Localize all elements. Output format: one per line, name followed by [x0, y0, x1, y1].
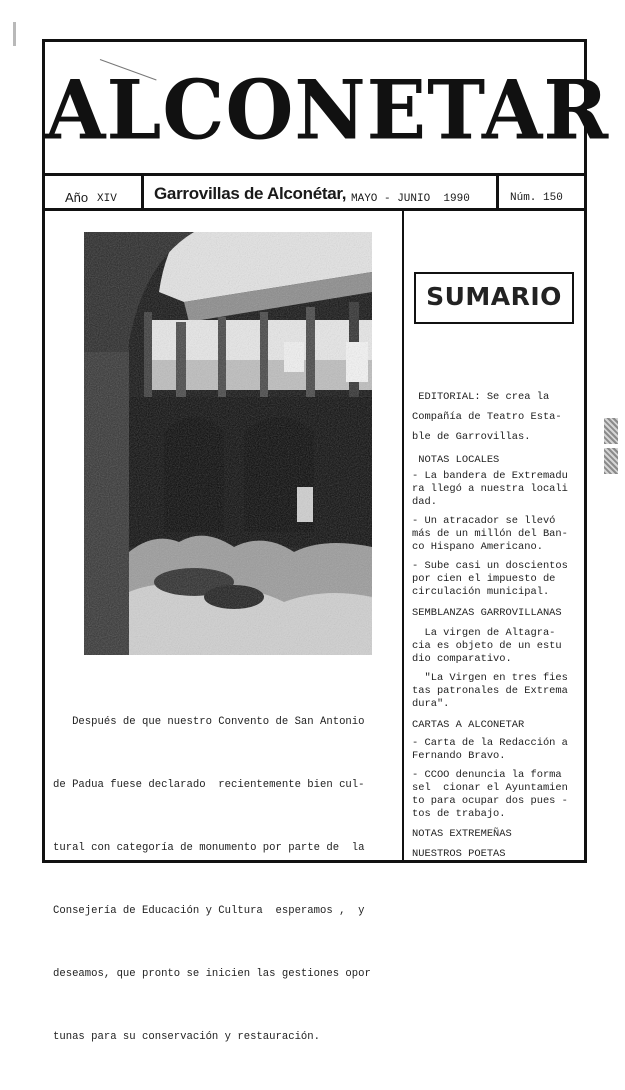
- toc-entry: ra llegó a nuestra locali: [412, 483, 568, 495]
- toc-entry: to para ocupar dos pues -: [412, 795, 568, 807]
- toc-entry: La virgen de Altagra-: [412, 627, 556, 639]
- masthead: [45, 42, 610, 176]
- caption-line: tural con categoría de monumento por parte de la: [53, 842, 365, 854]
- place-name: Garrovillas de Alconétar,: [154, 184, 347, 203]
- sumario-heading: SUMARIO: [426, 282, 562, 311]
- caption-line: de Padua fuese declarado recientemente bien cul-: [53, 779, 365, 791]
- toc-entry: por cien el impuesto de: [412, 573, 556, 585]
- toc-entry: tos de trabajo.: [412, 808, 506, 820]
- toc-entry: cia es objeto de un estu: [412, 640, 562, 652]
- toc-entry: - CCOO denuncia la forma: [412, 769, 562, 781]
- toc-entry: - Un atracador se llevó: [412, 515, 556, 527]
- caption-line: Consejería de Educación y Cultura esperamos , y: [53, 905, 365, 917]
- toc-entry: dio comparativo.: [412, 653, 512, 665]
- toc-entry: dura".: [412, 698, 450, 710]
- sumario-heading-box: [414, 272, 574, 324]
- year-value: XIV: [97, 193, 117, 205]
- scan-registration-marks: [604, 418, 618, 478]
- toc-entry: - La bandera de Extremadu: [412, 470, 568, 482]
- toc-entry: CARTAS A ALCONETAR: [412, 719, 525, 731]
- toc-entry: co Hispano Americano.: [412, 541, 543, 553]
- issue-number: Núm. 150: [510, 192, 563, 204]
- cloister-photo-image: [84, 232, 372, 655]
- scan-edge-mark: [13, 22, 16, 46]
- toc-entry: NUESTROS POETAS: [412, 848, 506, 860]
- toc-entry: SEMBLANZAS GARROVILLANAS: [412, 607, 562, 619]
- caption-line: Después de que nuestro Convento de San Antonio: [53, 716, 365, 728]
- toc-entry: NOTAS LOCALES: [412, 454, 500, 466]
- year-label: Año: [65, 190, 89, 205]
- issue-number-cell: [499, 176, 584, 208]
- convent-photo: [84, 232, 372, 655]
- toc-entry: circulación municipal.: [412, 586, 550, 598]
- issue-info-bar: [45, 176, 584, 211]
- issue-date: MAYO - JUNIO 1990: [351, 193, 470, 205]
- toc-entry: Fernando Bravo.: [412, 750, 506, 762]
- toc-entry: - Sube casi un doscientos: [412, 560, 568, 572]
- year-cell: [45, 176, 144, 208]
- caption-line: tunas para su conservación y restauración.: [53, 1031, 321, 1043]
- caption-line: deseamos, que pronto se inicien las gestiones opor: [53, 968, 371, 980]
- toc-entry: EDITORIAL: Se crea la: [412, 391, 550, 403]
- summary-sidebar: [404, 211, 584, 860]
- page-frame: [42, 39, 610, 1043]
- toc-entry: dad.: [412, 496, 437, 508]
- photo-caption: [53, 670, 403, 1090]
- toc-entry: sel cionar el Ayuntamien: [412, 782, 568, 794]
- toc-entry: más de un millón del Ban-: [412, 528, 568, 540]
- place-date-cell: [144, 176, 499, 208]
- newspaper-title: ALCONETAR: [45, 62, 610, 159]
- toc-entry: ble de Garrovillas.: [412, 431, 531, 443]
- toc-entry: NOTAS EXTREMEÑAS: [412, 828, 512, 840]
- toc-entry: tas patronales de Extrema: [412, 685, 568, 697]
- toc-entry: - Carta de la Redacción a: [412, 737, 568, 749]
- toc-entry: "La Virgen en tres fies: [412, 672, 568, 684]
- toc-entry: Compañía de Teatro Esta-: [412, 411, 562, 423]
